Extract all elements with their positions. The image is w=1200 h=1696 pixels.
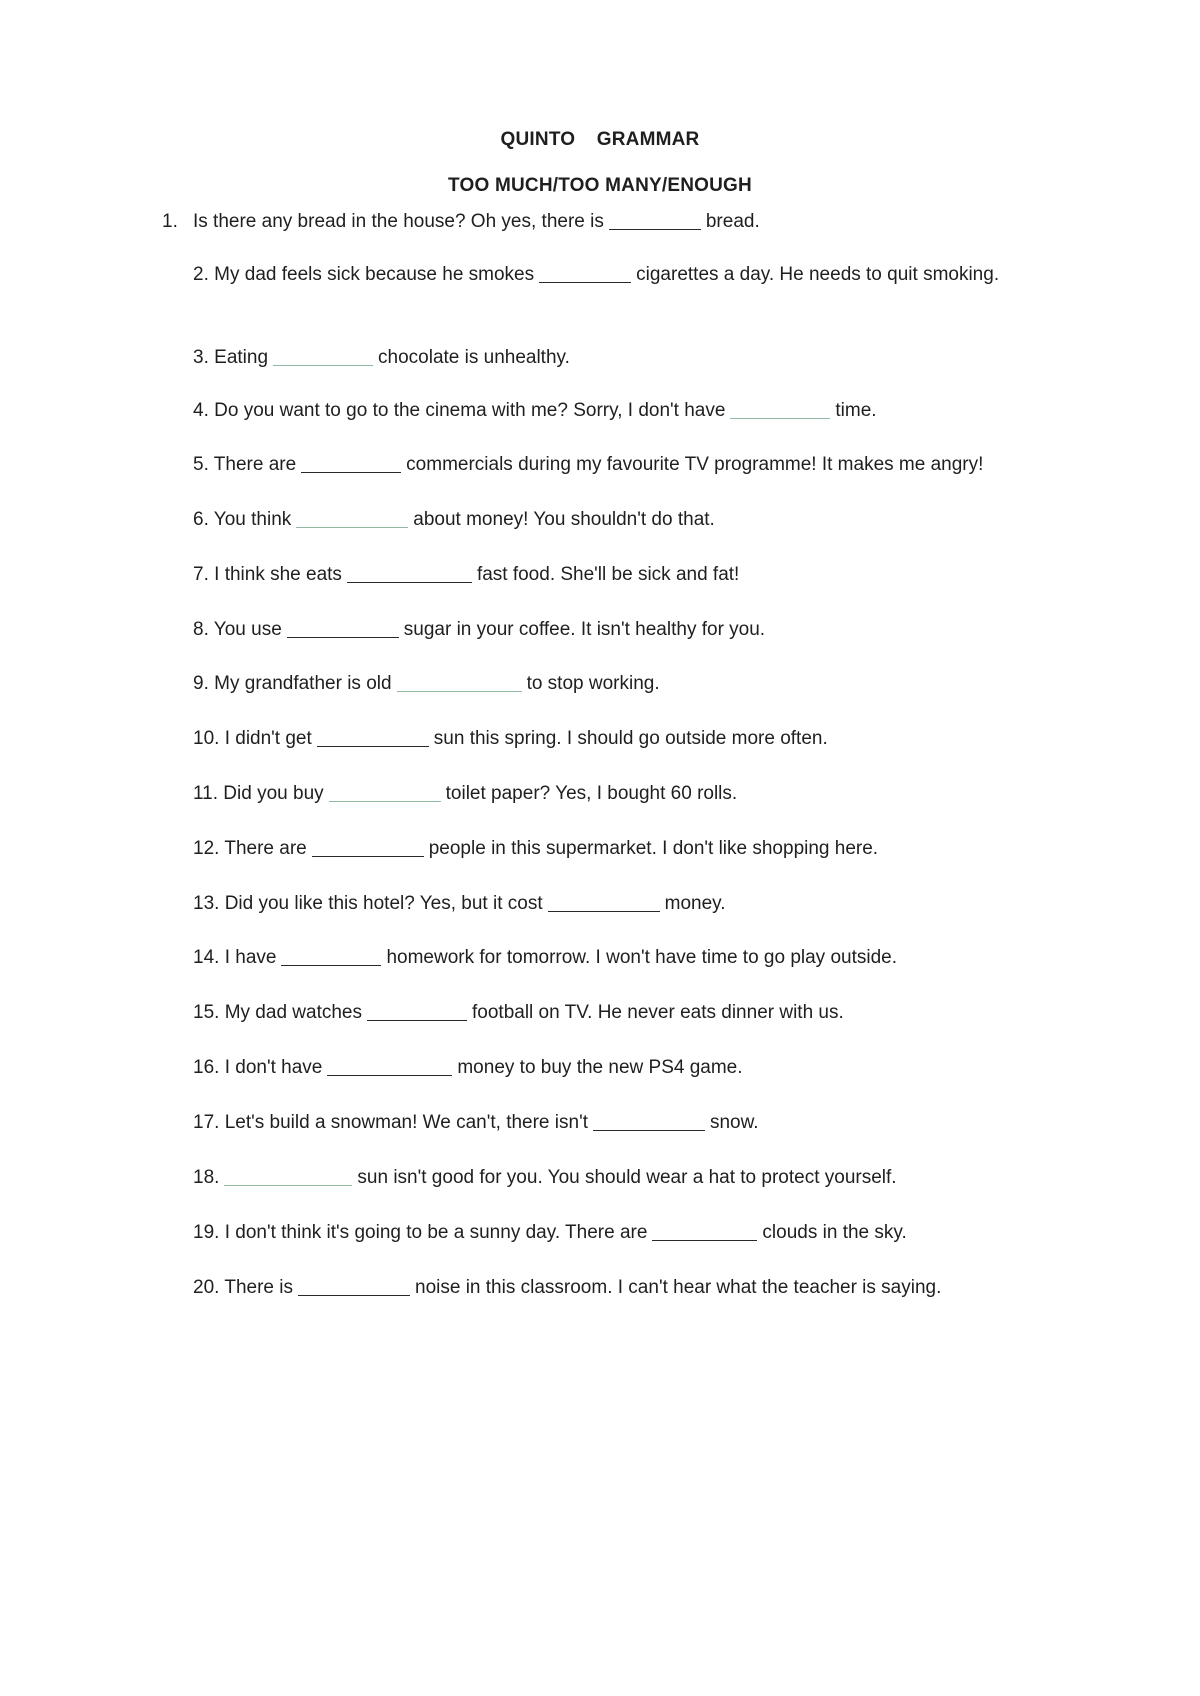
question-number: 11.	[193, 783, 219, 804]
answer-blank[interactable]	[329, 783, 441, 802]
question-text-after: chocolate is unhealthy.	[378, 347, 570, 368]
question-text-after: sun isn't good for you. You should wear a hat to protect yourself.	[357, 1167, 897, 1188]
question-number: 18.	[193, 1167, 220, 1188]
question-number: 8.	[193, 619, 209, 640]
question-text-before: There are	[224, 838, 307, 859]
question-number: 5.	[193, 454, 209, 475]
question-text-after: money to buy the new PS4 game.	[457, 1057, 743, 1078]
answer-blank[interactable]	[548, 893, 660, 912]
question-number: 3.	[193, 347, 209, 368]
question-text-after: to stop working.	[526, 673, 660, 694]
answer-blank[interactable]	[609, 211, 701, 230]
question-9	[193, 670, 1093, 697]
answer-blank[interactable]	[593, 1112, 705, 1131]
question-text-before: Let's build a snowman! We can't, there isn't	[224, 1112, 588, 1133]
question-2	[193, 261, 1013, 288]
page-title	[0, 129, 1200, 151]
question-16	[193, 1054, 1093, 1081]
question-12	[193, 835, 1093, 862]
question-19	[193, 1219, 1093, 1246]
answer-blank[interactable]	[224, 1167, 352, 1186]
question-6	[193, 506, 1093, 533]
question-text-after: toilet paper? Yes, I bought 60 rolls.	[445, 783, 738, 804]
question-20	[193, 1274, 1093, 1301]
question-number: 7.	[193, 564, 209, 585]
question-14	[193, 944, 1093, 971]
question-text-after: snow.	[709, 1112, 759, 1133]
question-13	[193, 890, 1093, 917]
question-text-before: Eating	[214, 347, 269, 368]
question-text-after: money.	[664, 893, 726, 914]
question-3	[193, 344, 1093, 371]
question-1	[162, 208, 1062, 235]
question-text-before: You think	[213, 509, 292, 530]
question-text-after: time.	[835, 400, 877, 421]
question-number: 12.	[193, 838, 220, 859]
question-text-before: I think she eats	[214, 564, 342, 585]
question-text-after: fast food. She'll be sick and fat!	[476, 564, 740, 585]
question-text-after: sugar in your coffee. It isn't healthy for you.	[403, 619, 766, 640]
question-text-before: Is there any bread in the house? Oh yes, there is	[193, 211, 604, 232]
question-number: 20.	[193, 1277, 220, 1298]
question-text-after: cigarettes a day. He needs to quit smoking.	[636, 264, 1000, 285]
question-10	[193, 725, 1093, 752]
answer-blank[interactable]	[273, 347, 373, 366]
answer-blank[interactable]	[296, 509, 408, 528]
answer-blank[interactable]	[539, 264, 631, 283]
title-right: GRAMMAR	[596, 129, 700, 150]
question-number: 16.	[193, 1057, 220, 1078]
answer-blank[interactable]	[312, 838, 424, 857]
answer-blank[interactable]	[301, 454, 401, 473]
question-number: 13.	[193, 893, 220, 914]
question-number: 17.	[193, 1112, 220, 1133]
question-7	[193, 561, 1093, 588]
question-text-after: commercials during my favourite TV programme! It makes me angry!	[406, 454, 984, 475]
page-subtitle: TOO MUCH/TOO MANY/ENOUGH	[448, 175, 752, 196]
question-text-before: I didn't get	[224, 728, 312, 749]
question-number: 1.	[162, 211, 178, 232]
question-number: 9.	[193, 673, 209, 694]
question-number: 14.	[193, 947, 220, 968]
question-text-before: I don't think it's going to be a sunny day. There are	[224, 1222, 648, 1243]
question-text-after: people in this supermarket. I don't like shopping here.	[428, 838, 879, 859]
question-number: 6.	[193, 509, 209, 530]
question-number: 4.	[193, 400, 209, 421]
question-5	[193, 451, 1093, 478]
question-text-before: My dad feels sick because he smokes	[214, 264, 535, 285]
question-text-before: Did you buy	[223, 783, 324, 804]
answer-blank[interactable]	[327, 1057, 452, 1076]
question-number: 19.	[193, 1222, 220, 1243]
question-8	[193, 616, 1093, 643]
question-text-before: You use	[213, 619, 282, 640]
question-text-after: football on TV. He never eats dinner with us.	[472, 1002, 844, 1023]
question-text-after: about money! You shouldn't do that.	[413, 509, 715, 530]
question-18	[193, 1164, 1093, 1191]
question-text-before: I don't have	[224, 1057, 323, 1078]
question-11	[193, 780, 1093, 807]
answer-blank[interactable]	[317, 728, 429, 747]
question-number: 10.	[193, 728, 220, 749]
question-text-before: There are	[213, 454, 297, 475]
question-text-before: My dad watches	[224, 1002, 362, 1023]
answer-blank[interactable]	[652, 1222, 757, 1241]
question-text-after: clouds in the sky.	[762, 1222, 907, 1243]
question-number: 15.	[193, 1002, 220, 1023]
answer-blank[interactable]	[287, 619, 399, 638]
question-text-before: There is	[224, 1277, 293, 1298]
answer-blank[interactable]	[730, 400, 830, 419]
question-text-after: homework for tomorrow. I won't have time to go play outside.	[386, 947, 898, 968]
answer-blank[interactable]	[367, 1002, 467, 1021]
question-text-after: noise in this classroom. I can't hear what the teacher is saying.	[415, 1277, 942, 1298]
question-text-before: I have	[224, 947, 277, 968]
answer-blank[interactable]	[281, 947, 381, 966]
title-left: QUINTO	[500, 129, 576, 150]
answer-blank[interactable]	[298, 1277, 410, 1296]
question-text-before: Did you like this hotel? Yes, but it cost	[224, 893, 543, 914]
question-text-before: Do you want to go to the cinema with me? Sorry, I don't have	[214, 400, 726, 421]
question-number: 2.	[193, 264, 209, 285]
answer-blank[interactable]	[397, 673, 522, 692]
answer-blank[interactable]	[347, 564, 472, 583]
question-text-after: bread.	[705, 211, 760, 232]
question-15	[193, 999, 1093, 1026]
question-text-after: sun this spring. I should go outside more often.	[433, 728, 828, 749]
question-17	[193, 1109, 1093, 1136]
question-text-before: My grandfather is old	[214, 673, 392, 694]
question-4	[193, 397, 1093, 424]
